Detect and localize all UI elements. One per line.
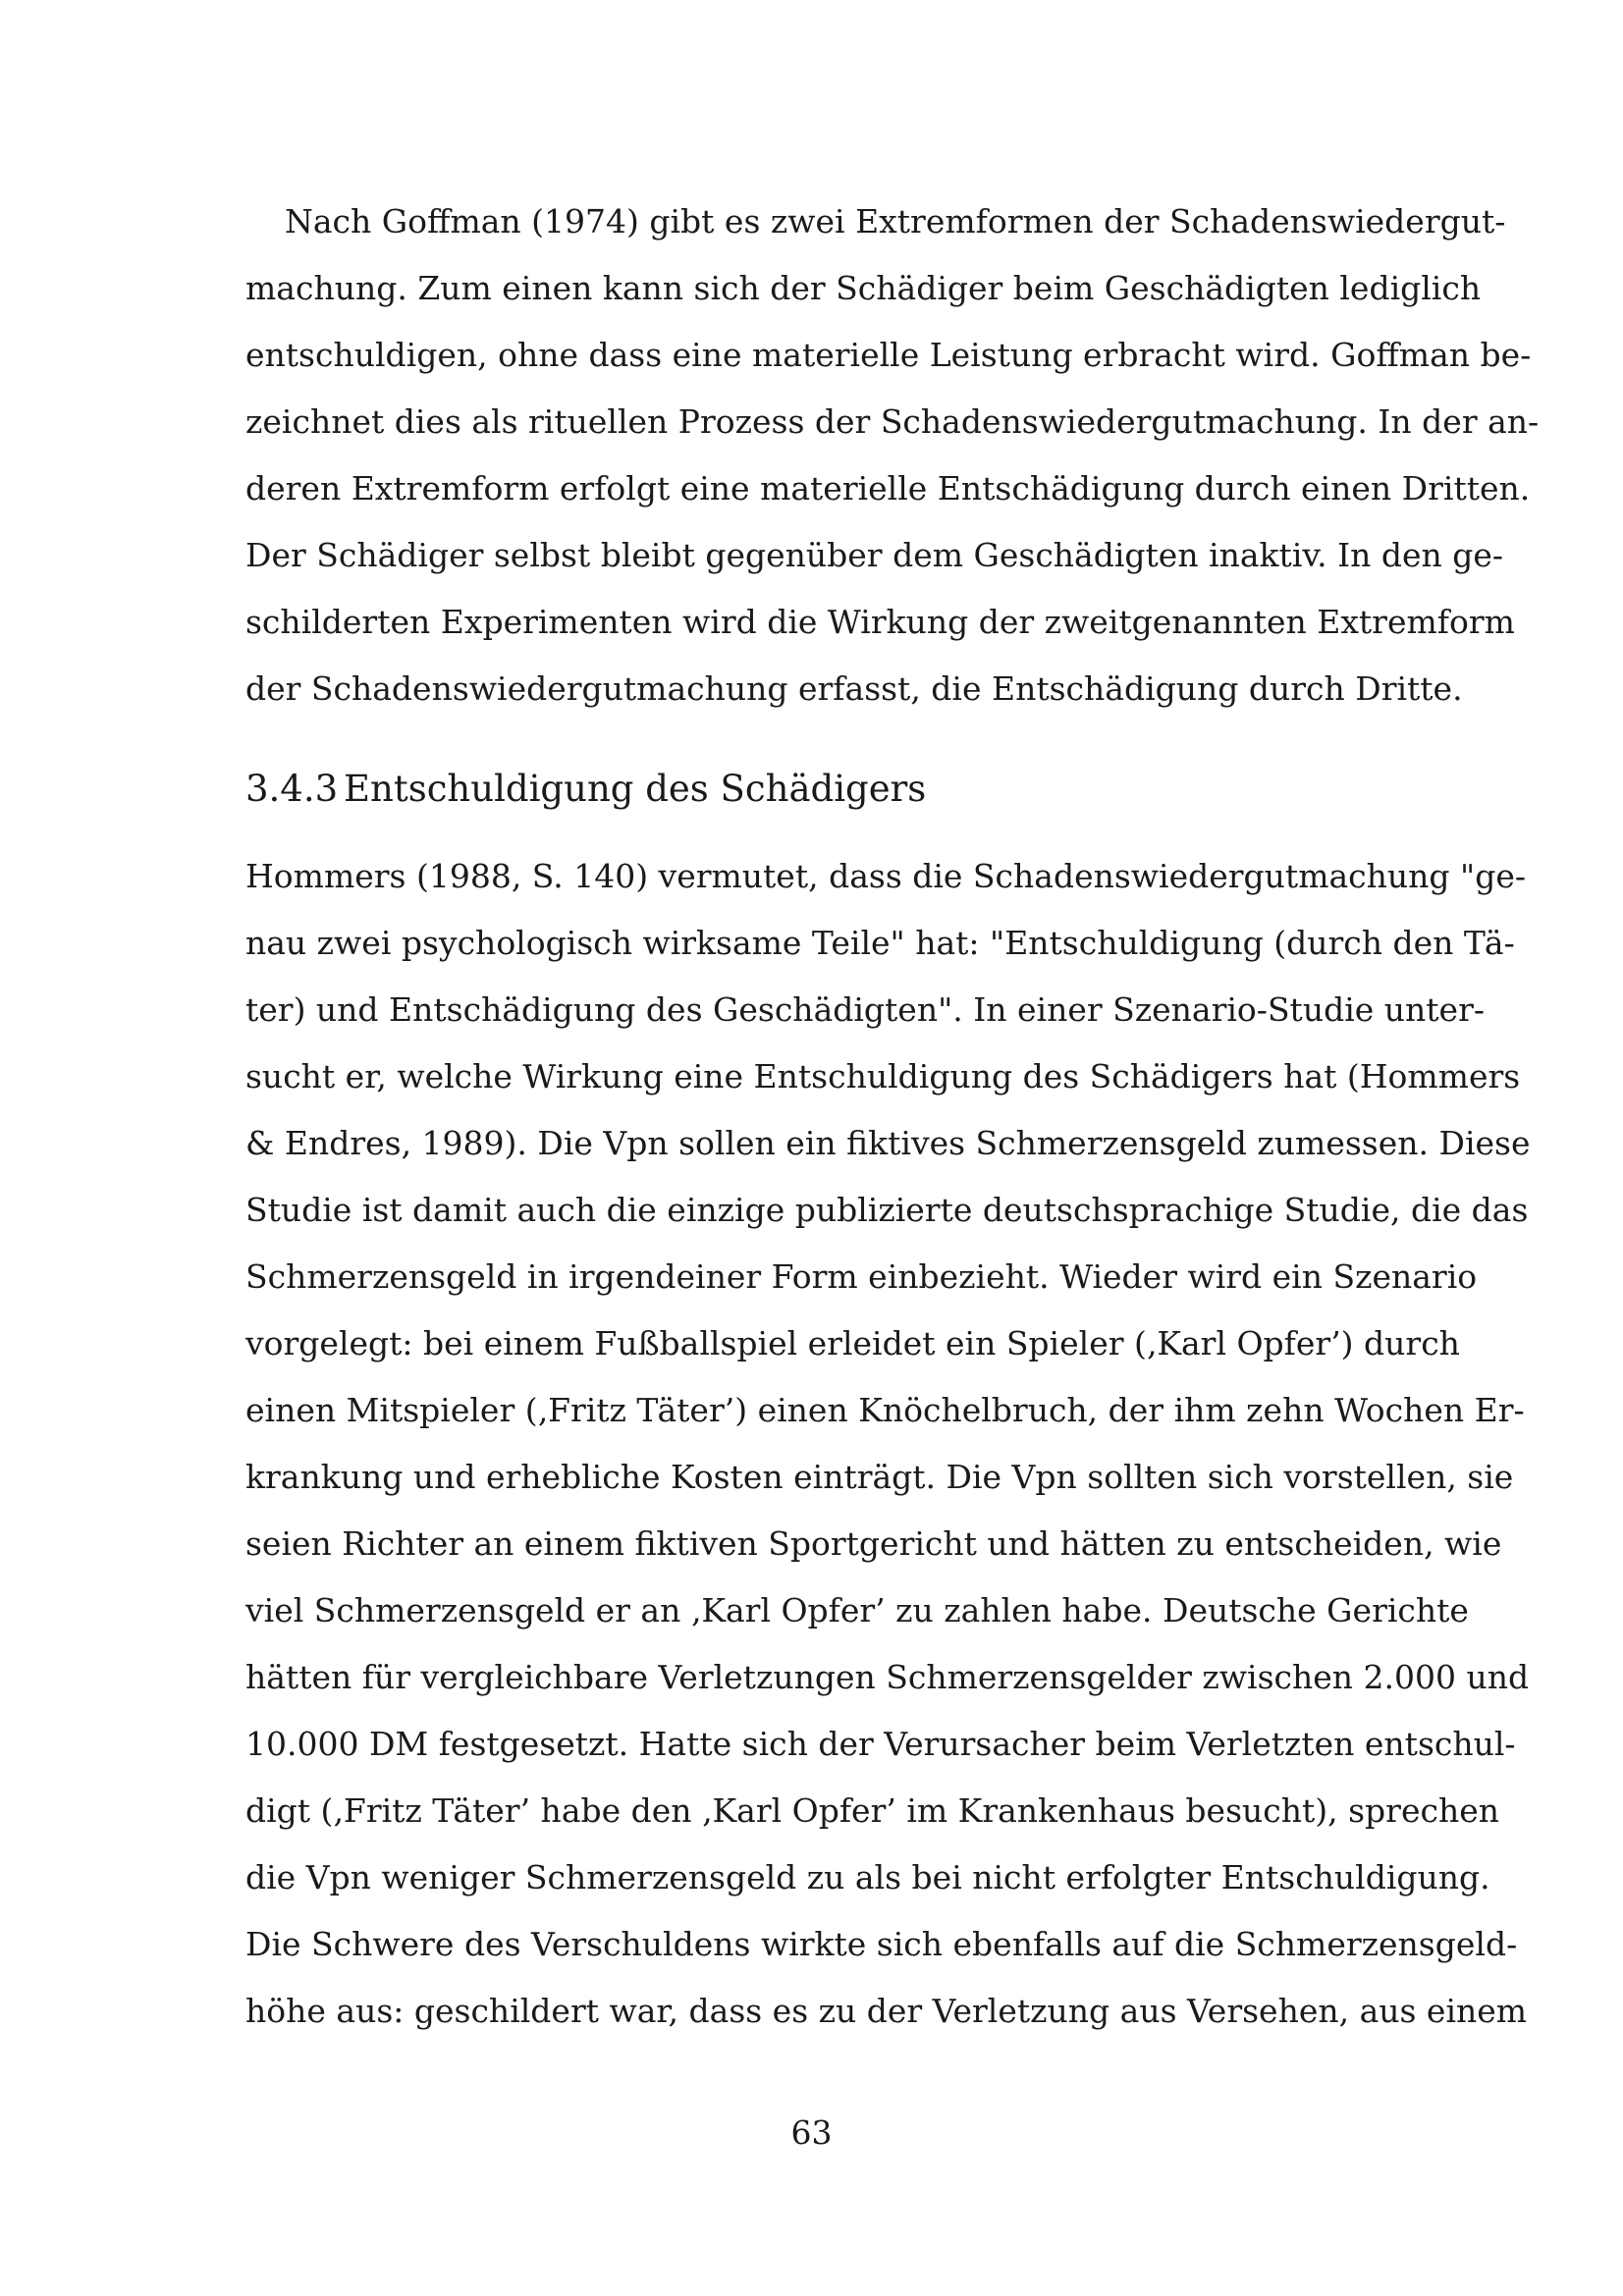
text-line: Nach Goffman (1974) gibt es zwei Extremformen der Schadenswiedergut-: [285, 202, 1506, 240]
text-line: ter) und Entschädigung des Geschädigten". In einer Szenario-Studie unter-: [245, 990, 1485, 1029]
text-line: einen Mitspieler (‚Fritz Täter’) einen Knöchelbruch, der ihm zehn Wochen Er-: [245, 1391, 1525, 1429]
text-line: die Vpn weniger Schmerzensgeld zu als bei nicht erfolgter Entschuldigung.: [245, 1858, 1490, 1896]
text-line: Schmerzensgeld in irgendeiner Form einbezieht. Wieder wird ein Szenario: [245, 1257, 1478, 1296]
text-line: sucht er, welche Wirkung eine Entschuldigung des Schädigers hat (Hommers: [245, 1057, 1521, 1095]
text-line: seien Richter an einem fiktiven Sportgericht und hätten zu entscheiden, wie: [245, 1524, 1502, 1563]
text-line: zeichnet dies als rituellen Prozess der Schadenswiedergutmachung. In der an-: [245, 402, 1540, 441]
text-line: nau zwei psychologisch wirksame Teile" hat: "Entschuldigung (durch den Tä-: [245, 924, 1515, 962]
text-line: machung. Zum einen kann sich der Schädiger beim Geschädigten lediglich: [245, 269, 1482, 307]
text-line: & Endres, 1989). Die Vpn sollen ein fiktives Schmerzensgeld zumessen. Diese: [245, 1124, 1531, 1162]
text-line: deren Extremform erfolgt eine materielle Entschädigung durch einen Dritten.: [245, 469, 1531, 507]
section-number: 3.4.3: [245, 768, 339, 810]
section-heading: [245, 768, 926, 811]
text-line: höhe aus: geschildert war, dass es zu der Verletzung aus Versehen, aus einem: [245, 1992, 1528, 2030]
text-line: 10.000 DM festgesetzt. Hatte sich der Verursacher beim Verletzten entschul-: [245, 1725, 1516, 1763]
section-title: Entschuldigung des Schädigers: [344, 768, 927, 810]
text-line: hätten für vergleichbare Verletzungen Schmerzensgelder zwischen 2.000 und: [245, 1658, 1530, 1696]
text-line: Der Schädiger selbst bleibt gegenüber dem Geschädigten inaktiv. In den ge-: [245, 536, 1504, 574]
text-line: Hommers (1988, S. 140) vermutet, dass die Schadenswiedergutmachung "ge-: [245, 857, 1526, 895]
text-line: Studie ist damit auch die einzige publizierte deutschsprachige Studie, die das: [245, 1191, 1529, 1229]
text-line: vorgelegt: bei einem Fußballspiel erleidet ein Spieler (‚Karl Opfer’) durch: [245, 1324, 1460, 1362]
text-line: schilderten Experimenten wird die Wirkung der zweitgenannten Extremform: [245, 603, 1515, 641]
text-line: krankung und erhebliche Kosten einträgt. Die Vpn sollten sich vorstellen, sie: [245, 1458, 1514, 1496]
text-line: der Schadenswiedergutmachung erfasst, die Entschädigung durch Dritte.: [245, 669, 1463, 708]
text-line: viel Schmerzensgeld er an ‚Karl Opfer’ zu zahlen habe. Deutsche Gerichte: [245, 1591, 1469, 1629]
text-line: digt (‚Fritz Täter’ habe den ‚Karl Opfer’ im Krankenhaus besucht), sprechen: [245, 1791, 1499, 1830]
text-line: entschuldigen, ohne dass eine materielle Leistung erbracht wird. Goffman be-: [245, 336, 1532, 374]
page-number: 63: [790, 2113, 833, 2152]
text-line: Die Schwere des Verschuldens wirkte sich ebenfalls auf die Schmerzensgeld-: [245, 1925, 1518, 1963]
